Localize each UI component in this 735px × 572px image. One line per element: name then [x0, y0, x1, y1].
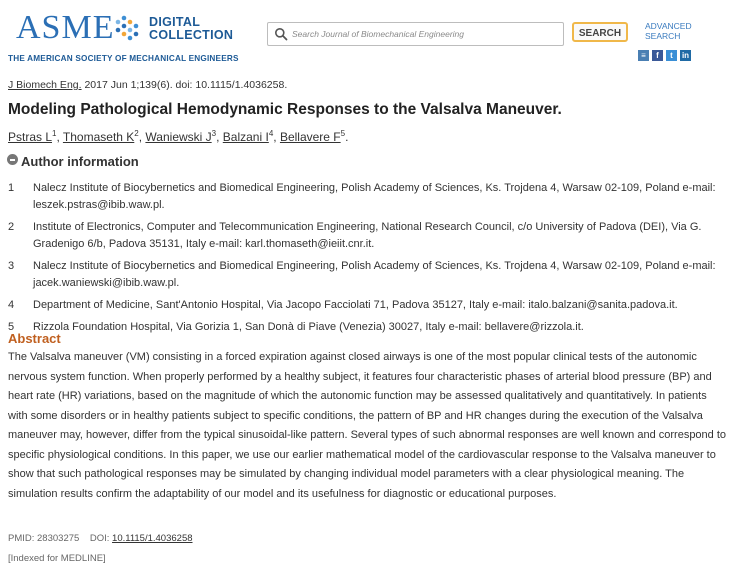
- citation: [8, 79, 287, 91]
- search-button[interactable]: SEARCH: [572, 22, 628, 42]
- affiliation-item: [8, 258, 728, 292]
- author-affiliation-number: 1: [52, 129, 57, 138]
- affiliation-text: Nalecz Institute of Biocybernetics and Biomedical Engineering, Polish Academy of Sciences, Ks. Trojdena 4, Warsaw 02-109, Poland e-mail: leszek.pstras@ibib.waw.pl.: [33, 182, 716, 211]
- author-affiliation-number: 2: [134, 129, 139, 138]
- author-info-toggle[interactable]: [7, 154, 139, 169]
- logo-digital-collection: [149, 16, 233, 42]
- logo-asme-text: ASME: [16, 9, 115, 46]
- affiliation-list: [8, 180, 728, 341]
- journal-link[interactable]: J Biomech Eng.: [8, 79, 82, 91]
- citation-details: 2017 Jun 1;139(6). doi: 10.1115/1.4036258.: [81, 79, 288, 91]
- affiliation-text: Rizzola Foundation Hospital, Via Gorizia 1, San Donà di Piave (Venezia) 30027, Italy e-mail: bellavere@rizzola.it.: [33, 321, 584, 333]
- collapse-minus-icon: [7, 154, 18, 165]
- twitter-icon[interactable]: t: [666, 50, 677, 61]
- share-icon[interactable]: ≡: [638, 50, 649, 61]
- linkedin-icon[interactable]: in: [681, 51, 690, 60]
- affiliation-number: 3: [8, 260, 15, 272]
- social-icons: [638, 50, 694, 62]
- search-icon: [274, 27, 288, 41]
- logo-dots-icon: [114, 14, 144, 44]
- article-title: Modeling Pathological Hemodynamic Responses to the Valsalva Maneuver.: [8, 101, 562, 118]
- logo-digital-text: DIGITAL: [149, 15, 201, 29]
- affiliation-number: 1: [8, 182, 15, 194]
- affiliation-number: 4: [8, 299, 15, 311]
- abstract-text: The Valsalva maneuver (VM) consisting in a forced expiration against closed airways is one of the most popular clinical tests of the autonomic nervous system function. When properly performed by a healthy subject, it features four characteristic phases of arterial blood pressure (BP) and heart rate (HR) variations, based on the magnitude of which the autonomic function may be assessed qualitatively and quantitatively. In patients with some disorders or in healthy patients subject to specific conditions, the pattern of BP and HR changes during the execution of the Valsalva maneuver may, however, differ from the typical sinusoidal-like pattern. Several types of such abnormal responses are well known and correspond to specific physiological conditions. In this paper, we use our earlier mathematical model of the cardiovascular response to the Valsalva maneuver to show that such pathological responses may be simulated by changing individual model parameters with a clear physiological meaning. The simulation results confirm the adaptability of our model and its usefulness for diagnostic or educational purposes.: [8, 351, 727, 500]
- affiliation-number: 5: [8, 321, 15, 333]
- author-info-label: Author information: [21, 154, 139, 169]
- doi-label: DOI:: [89, 533, 113, 544]
- pmid: PMID: 28303275: [8, 533, 80, 544]
- affiliation-text: Department of Medicine, Sant'Antonio Hospital, Via Jacopo Facciolati 71, Padova 35127, Italy e-mail: italo.balzani@sanita.padova.it.: [33, 299, 678, 311]
- search-box: [267, 22, 564, 46]
- abstract-heading: Abstract: [8, 331, 61, 346]
- logo-tagline: THE AMERICAN SOCIETY OF MECHANICAL ENGINEERS: [8, 54, 239, 63]
- affiliation-item: [8, 180, 728, 214]
- site-header: [0, 0, 735, 72]
- affiliation-item: [8, 297, 728, 314]
- author-link[interactable]: Waniewski J: [145, 130, 212, 144]
- article-identifiers: [8, 533, 193, 544]
- author-link[interactable]: Bellavere F: [279, 130, 341, 144]
- author-list: Pstras $L^1$, Thomaseth $K^2$, Waniewski $J^3$, Balzani $I^4$, Bellavere $F^5$.: [8, 129, 349, 144]
- indexed-status: [Indexed for MEDLINE]: [8, 553, 106, 564]
- logo-collection-text: COLLECTION: [149, 28, 234, 42]
- affiliation-number: 2: [8, 221, 15, 233]
- search-input[interactable]: [292, 23, 557, 45]
- asme-logo[interactable]: [8, 8, 258, 68]
- affiliation-item: [8, 219, 728, 253]
- facebook-icon[interactable]: f: [652, 50, 663, 61]
- author-link[interactable]: Balzani I: [222, 130, 269, 144]
- author-affiliation-number: 3: [211, 129, 217, 138]
- affiliation-item: [8, 319, 728, 336]
- affiliation-text: Institute of Electronics, Computer and Telecommunication Engineering, National Research Council, c/o University of Padova (DEI), Via G. Gradenigo 6/b, Padova 35131, Italy e-mail: karl.thomaseth@ieiit.cnr.it.: [33, 221, 702, 250]
- author-link[interactable]: Pstras L: [8, 130, 53, 144]
- affiliation-text: Nalecz Institute of Biocybernetics and Biomedical Engineering, Polish Academy of Sciences, Ks. Trojdena 4, Warsaw 02-109, Poland e-mail: jacek.waniewski@ibib.waw.pl.: [33, 260, 716, 289]
- author-affiliation-number: 5: [340, 129, 346, 138]
- advanced-search-link[interactable]: ADVANCED SEARCH: [645, 21, 692, 41]
- author-affiliation-number: 4: [268, 129, 274, 138]
- author-link[interactable]: Thomaseth K: [62, 130, 135, 144]
- doi-link[interactable]: 10.1115/1.4036258: [112, 533, 193, 544]
